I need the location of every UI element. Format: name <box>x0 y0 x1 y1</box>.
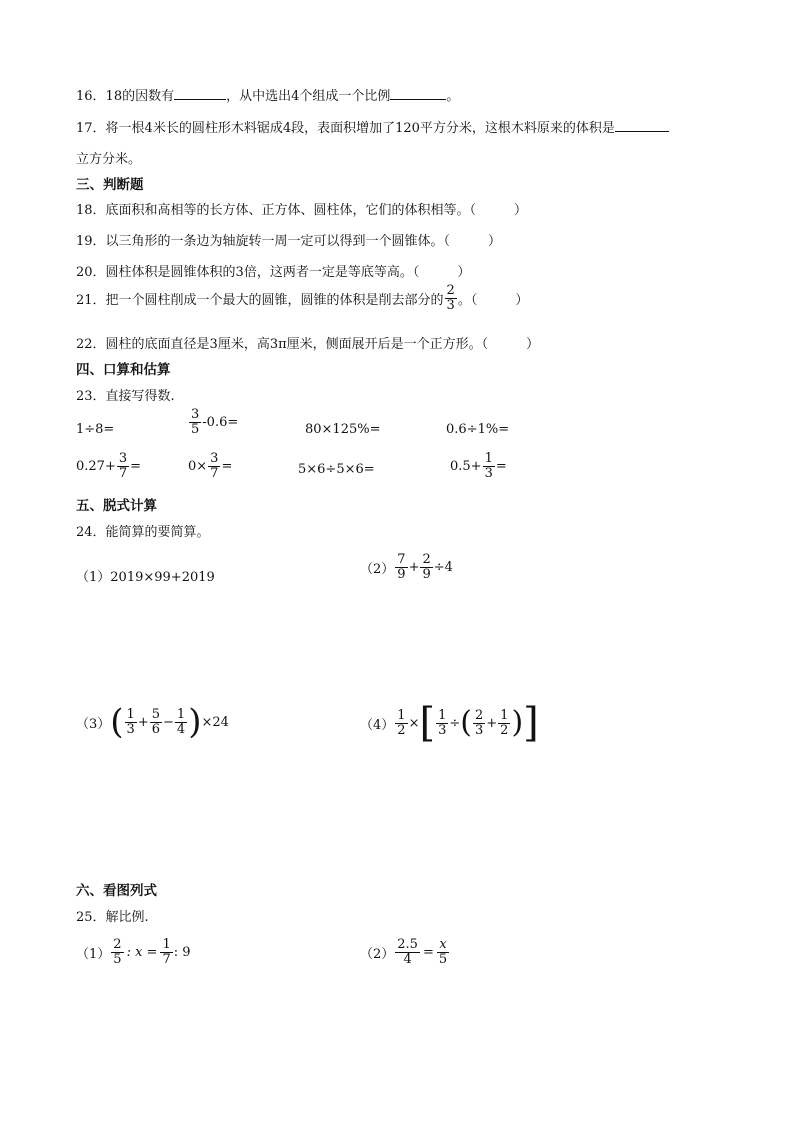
fraction: $\frac{2}{5}$ <box>113 937 122 967</box>
fraction: $\frac{7}{9}$ <box>397 552 406 582</box>
calc-problem-3: （3） ( $\frac{1}{3}$ + $\frac{5}{6}$ − $\frac{1}{4}$ ) ×24 <box>76 702 229 742</box>
fraction: $\frac{1}{2}$ <box>397 707 406 738</box>
section-heading-5: 五、脱式计算 <box>76 498 157 514</box>
fraction: $\frac{1}{3}$ <box>438 707 447 738</box>
calc-problem-4: （4） $\frac{1}{2}$ × [ $\frac{1}{3}$ ÷ ( $\frac{2}{3}$ + $\frac{1}{2}$ ) ] <box>360 700 539 746</box>
calc-item: $\frac{3}{5}$ -0.6= <box>191 407 239 437</box>
section-heading-3: 三、判断题 <box>76 177 144 193</box>
left-paren: ( <box>460 705 472 740</box>
calc-item: 0× $\frac{3}{7}$ = <box>188 451 233 481</box>
question-17-line2: 立方分米。 <box>76 152 142 167</box>
right-paren: ) <box>188 702 202 742</box>
fraction: $\frac{1}{3}$ <box>484 451 493 481</box>
fraction: $\frac{3}{7}$ <box>118 451 128 481</box>
fraction: $\frac{2.5}{4}$ <box>397 937 418 967</box>
proportion-problem-2: （2） $\frac{2.5}{4}$ = $\frac{x}{5}$ <box>360 937 448 967</box>
question-19: 19．以三角形的一条边为轴旋转一周一定可以得到一个圆锥体。（ ） <box>76 234 502 249</box>
fraction: $\frac{1}{2}$ <box>500 707 509 738</box>
calc-problem-1: （1）2019×99+2019 <box>76 570 215 585</box>
question-17: 17．将一根4米长的圆柱形木料锯成4段，表面积增加了120平方分米，这根木料原来的体积是 <box>76 117 669 136</box>
answer-blank[interactable] <box>390 87 446 100</box>
left-bracket: [ <box>419 700 436 746</box>
question-16: 16．18的因数有 ，从中选出4个组成一个比例 。 <box>76 89 460 104</box>
proportion-problem-1: （1） $\frac{2}{5}$ : x = $\frac{1}{7}$ : 9 <box>76 937 191 967</box>
question-25-title: 25．解比例. <box>76 910 149 925</box>
calc-problem-2: （2） $\frac{7}{9}$ + $\frac{2}{9}$ ÷4 <box>360 552 453 582</box>
right-bracket: ] <box>523 700 539 746</box>
answer-blank[interactable] <box>615 119 669 132</box>
calc-item: 0.27+ $\frac{3}{7}$ = <box>76 451 142 481</box>
fraction: $\frac{x}{5}$ <box>438 937 448 967</box>
fraction: $\frac{5}{6}$ <box>151 706 161 737</box>
calc-item: 5×6÷5×6= <box>298 462 375 477</box>
section-heading-4: 四、口算和估算 <box>76 362 171 378</box>
right-paren: ) <box>511 705 524 740</box>
calc-item: 1÷8= <box>76 422 115 437</box>
fraction: $\frac{1}{7}$ <box>162 937 171 967</box>
fraction: $\frac{2}{9}$ <box>422 552 431 582</box>
question-22: 22．圆柱的底面直径是3厘米，高3π厘米，侧面展开后是一个正方形。（ ） <box>76 337 540 352</box>
calc-item: 80×125%= <box>305 422 381 437</box>
question-21: 21．把一个圆柱削成一个最大的圆锥，圆锥的体积是削去部分的 $\frac{2}{3}$ 。（ ） <box>76 283 529 313</box>
fraction: $\frac{2}{3}$ <box>446 283 455 313</box>
fraction: $\frac{1}{4}$ <box>176 706 186 737</box>
fraction: $\frac{3}{5}$ <box>191 407 200 437</box>
question-23-title: 23．直接写得数. <box>76 389 175 404</box>
question-20: 20．圆柱体积是圆锥体积的3倍，这两者一定是等底等高。（ ） <box>76 265 471 280</box>
answer-blank[interactable] <box>174 87 226 100</box>
question-18: 18．底面积和高相等的长方体、正方体、圆柱体，它们的体积相等。（ ） <box>76 203 528 218</box>
fraction: $\frac{3}{7}$ <box>210 451 219 481</box>
question-24-title: 24．能简算的要简算。 <box>76 525 210 540</box>
fraction: $\frac{1}{3}$ <box>126 706 135 737</box>
calc-item: 0.6÷1%= <box>446 422 510 437</box>
calc-item: 0.5+ $\frac{1}{3}$ = <box>450 451 507 481</box>
section-heading-6: 六、看图列式 <box>76 883 157 899</box>
fraction: $\frac{2}{3}$ <box>474 707 484 738</box>
left-paren: ( <box>110 702 124 742</box>
